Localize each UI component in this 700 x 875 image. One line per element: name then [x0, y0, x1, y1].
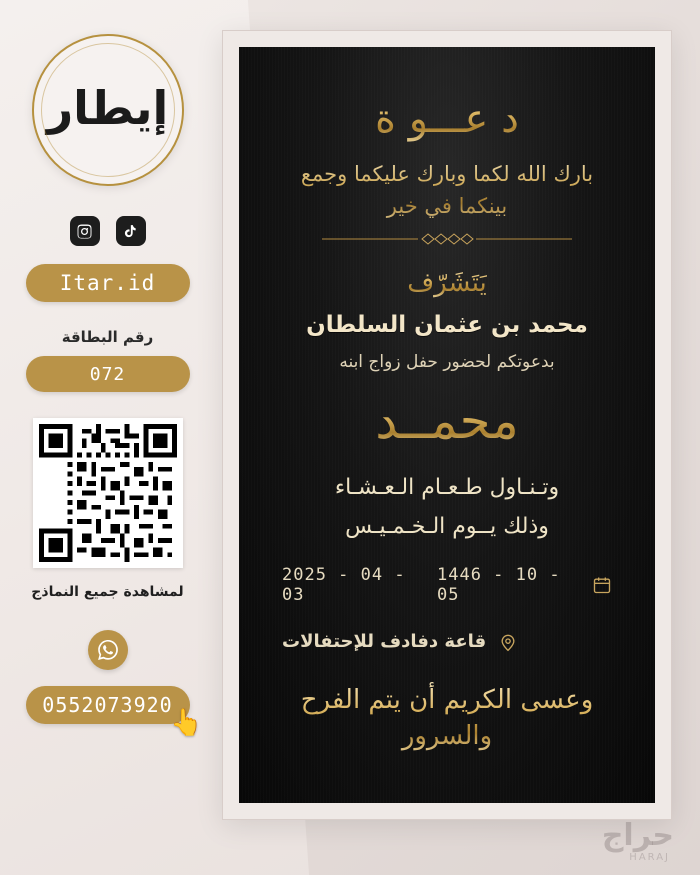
watermark-subtext: HARAJ — [629, 852, 670, 863]
instagram-icon[interactable] — [70, 216, 100, 246]
venue-row — [282, 631, 612, 652]
brand-handle[interactable]: Itar.id — [26, 264, 190, 302]
social-links — [70, 216, 146, 246]
qr-caption: لمشاهدة جميع النماذج — [31, 584, 184, 600]
card-number-value: 072 — [26, 356, 190, 392]
host-name: محمد بن عثمان السلطان — [306, 312, 588, 338]
ornament-divider — [322, 232, 572, 246]
calendar-icon — [592, 575, 612, 595]
date-hijri: 1446 - 10 - 05 — [437, 565, 561, 605]
groom-name: محمــد — [375, 392, 519, 450]
phone-number[interactable] — [26, 686, 204, 738]
invitation-card — [239, 47, 655, 803]
card-number-label: رقم البطاقة — [61, 328, 154, 346]
brand-logo — [32, 34, 184, 186]
whatsapp-icon[interactable] — [88, 630, 128, 670]
venue-name: قاعة دفادف للإحتفالات — [282, 631, 487, 652]
invitation-dua: بارك الله لكما وبارك عليكما وجمع بينكما في خير — [282, 159, 612, 222]
invite-line: بدعوتكم لحضور حفل زواج ابنه — [339, 352, 555, 372]
date-gregorian: 2025 - 04 - 03 — [282, 565, 406, 605]
closing-text: وعسى الكريم أن يتم الفرح والسرور — [277, 682, 617, 755]
location-pin-icon — [498, 632, 518, 652]
tiktok-icon[interactable] — [116, 216, 146, 246]
sidebar — [0, 0, 215, 875]
pointer-hand-icon: 👆 — [170, 708, 204, 738]
invitation-card-frame — [222, 30, 672, 820]
brand-logo-text: إيطار — [46, 81, 169, 135]
phone-number-text: 0552073920 — [42, 693, 173, 717]
honored-text: يَتَشَرّف — [407, 268, 487, 298]
day-line: وذلك يــوم الـخـمـيـس — [345, 514, 549, 539]
dinner-line: وتـنـاول طـعـام الـعـشـاء — [334, 475, 560, 500]
watermark: حراج — [601, 818, 674, 853]
invitation-title: د عـــو ة — [375, 96, 519, 142]
qr-code[interactable] — [33, 418, 183, 568]
date-row — [282, 565, 612, 605]
